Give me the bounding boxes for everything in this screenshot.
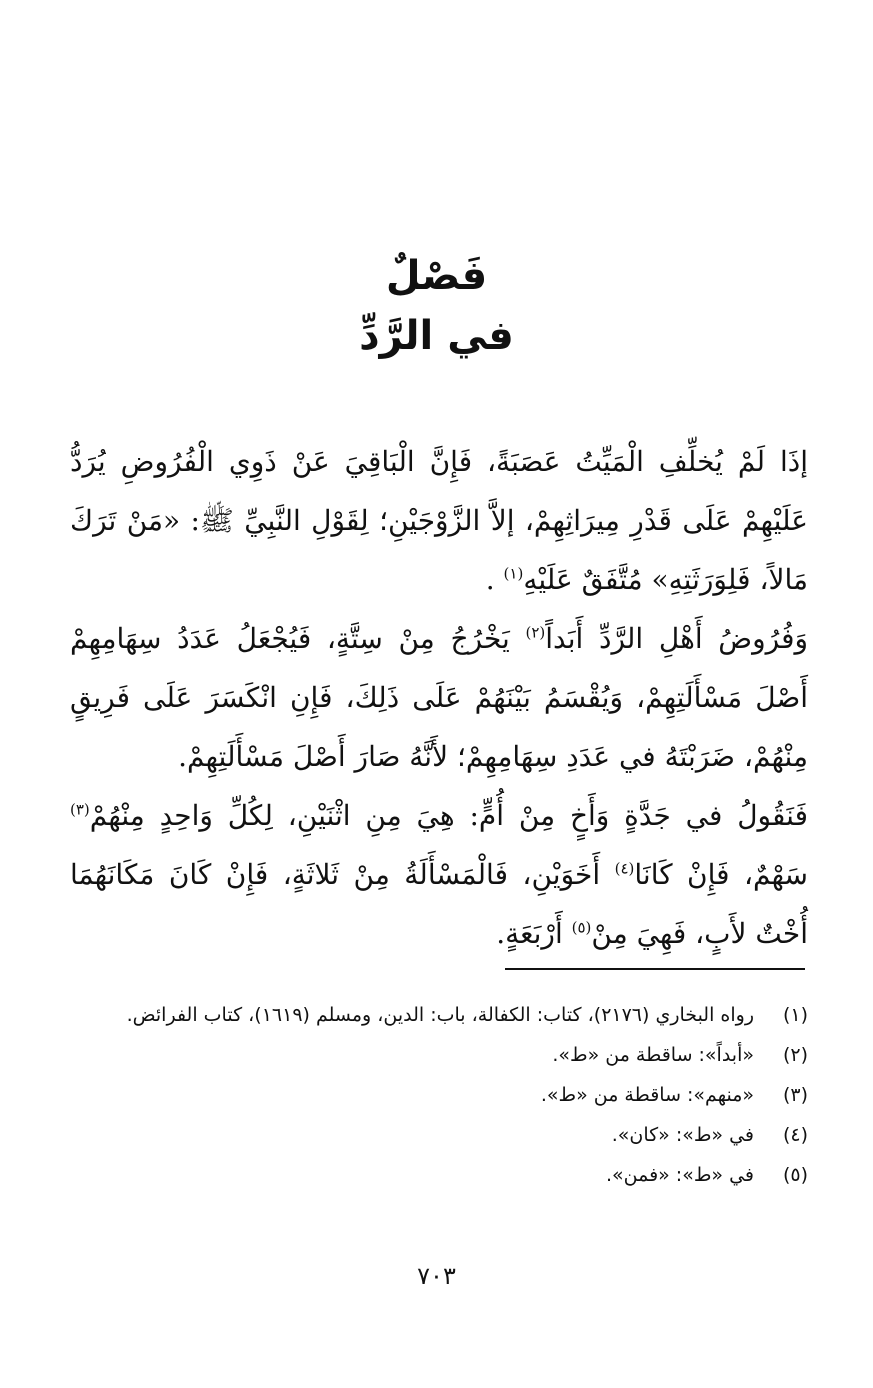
- page-number: ٧٠٣: [417, 1262, 456, 1290]
- footnote-ref-5: (٥): [571, 918, 592, 937]
- footnote-text: «أبداً»: ساقطة من «ط».: [552, 1044, 754, 1066]
- footnote-item: [90, 1000, 808, 1031]
- footnote-number: (٢): [782, 1044, 808, 1066]
- footnote-text: «منهم»: ساقطة من «ط».: [540, 1084, 754, 1106]
- footnote-item: [90, 1080, 808, 1111]
- footnote-item: [90, 1120, 808, 1151]
- paragraph-3-text-d: أَرْبَعَةٍ.: [496, 917, 572, 950]
- section-subheading: في الرَّدِّ: [359, 313, 514, 359]
- paragraph-1-text-a: إذَا لَمْ يُخلِّفِ الْمَيِّتُ عَصَبَةً، فَإِنَّ الْبَاقِيَ عَنْ ذَوِي الْفُرُوضِ يُرَدُّ عَلَيْهِمْ عَلَى قَدْرِ مِيرَاثِهِمْ، إلاَّ الزَّوْجَيْنِ؛ لِقَوْلِ النَّبِيِّ ﷺ: «مَنْ تَرَكَ مَالاً، فَلِوَرَثَتِهِ» مُتَّفَقٌ عَلَيْهِ: [70, 445, 808, 596]
- paragraph-3-text-b: سَهْمٌ، فَإِنْ كَانَا: [634, 858, 809, 891]
- footnote-number: (٣): [782, 1084, 808, 1106]
- paragraph-3: [70, 786, 808, 963]
- footnote-number: (١): [782, 1004, 808, 1026]
- footnote-ref-3: (٣): [70, 800, 90, 819]
- footnote-ref-1: (١): [503, 564, 524, 583]
- footnote-text: رواه البخاري (٢١٧٦)، كتاب: الكفالة، باب: الدين، ومسلم (١٦١٩)، كتاب الفرائض.: [126, 1004, 754, 1026]
- footnote-number: (٤): [782, 1124, 808, 1146]
- paragraph-2: [70, 609, 808, 786]
- footnote-text: في «ط»: «فمن».: [605, 1164, 754, 1186]
- footnote-ref-4: (٤): [614, 859, 635, 878]
- section-heading: فَصْلٌ: [385, 253, 488, 299]
- paragraph-2-text-b: يَخْرُجُ مِنْ سِتَّةٍ، فَيُجْعَلُ عَدَدُ سِهَامِهِمْ أَصْلَ مَسْأَلَتِهِمْ، وَيُقْسَمُ بَيْنَهُمْ عَلَى ذَلِكَ، فَإِنِ انْكَسَرَ عَلَى فَرِيقٍ مِنْهُمْ، ضَرَبْتَهُ في عَدَدِ سِهَامِهِمْ؛ لأَنَّهُ صَارَ أَصْلَ مَسْأَلَتِهِمْ.: [70, 622, 808, 773]
- paragraph-3-text-a: فَنَقُولُ في جَدَّةٍ وَأَخٍ مِنْ أُمٍّ: هِيَ مِنِ اثْنَيْنِ، لِكُلِّ وَاحِدٍ مِنْهُمْ: [89, 799, 808, 832]
- paragraph-2-text-a: وَفُرُوضُ أَهْلِ الرَّدِّ أَبَداً: [545, 622, 808, 655]
- footnote-divider: [505, 968, 805, 970]
- footnote-item: [90, 1040, 808, 1071]
- footnote-number: (٥): [782, 1164, 808, 1186]
- footnote-ref-2: (٢): [525, 623, 546, 642]
- main-text: [70, 432, 808, 963]
- footnote-item: [90, 1160, 808, 1191]
- paragraph-3-text-c: أَخَوَيْنِ، فَالْمَسْأَلَةُ مِنْ ثَلاثَةٍ، فَإِنْ كَانَ مَكَانَهُمَا أُخْتٌ لأَبٍ، فَهِيَ مِنْ: [70, 858, 808, 950]
- paragraph-1: [70, 432, 808, 609]
- paragraph-1-text-b: .: [485, 563, 504, 596]
- footnotes: [90, 1000, 808, 1200]
- footnote-text: في «ط»: «كان».: [611, 1124, 754, 1146]
